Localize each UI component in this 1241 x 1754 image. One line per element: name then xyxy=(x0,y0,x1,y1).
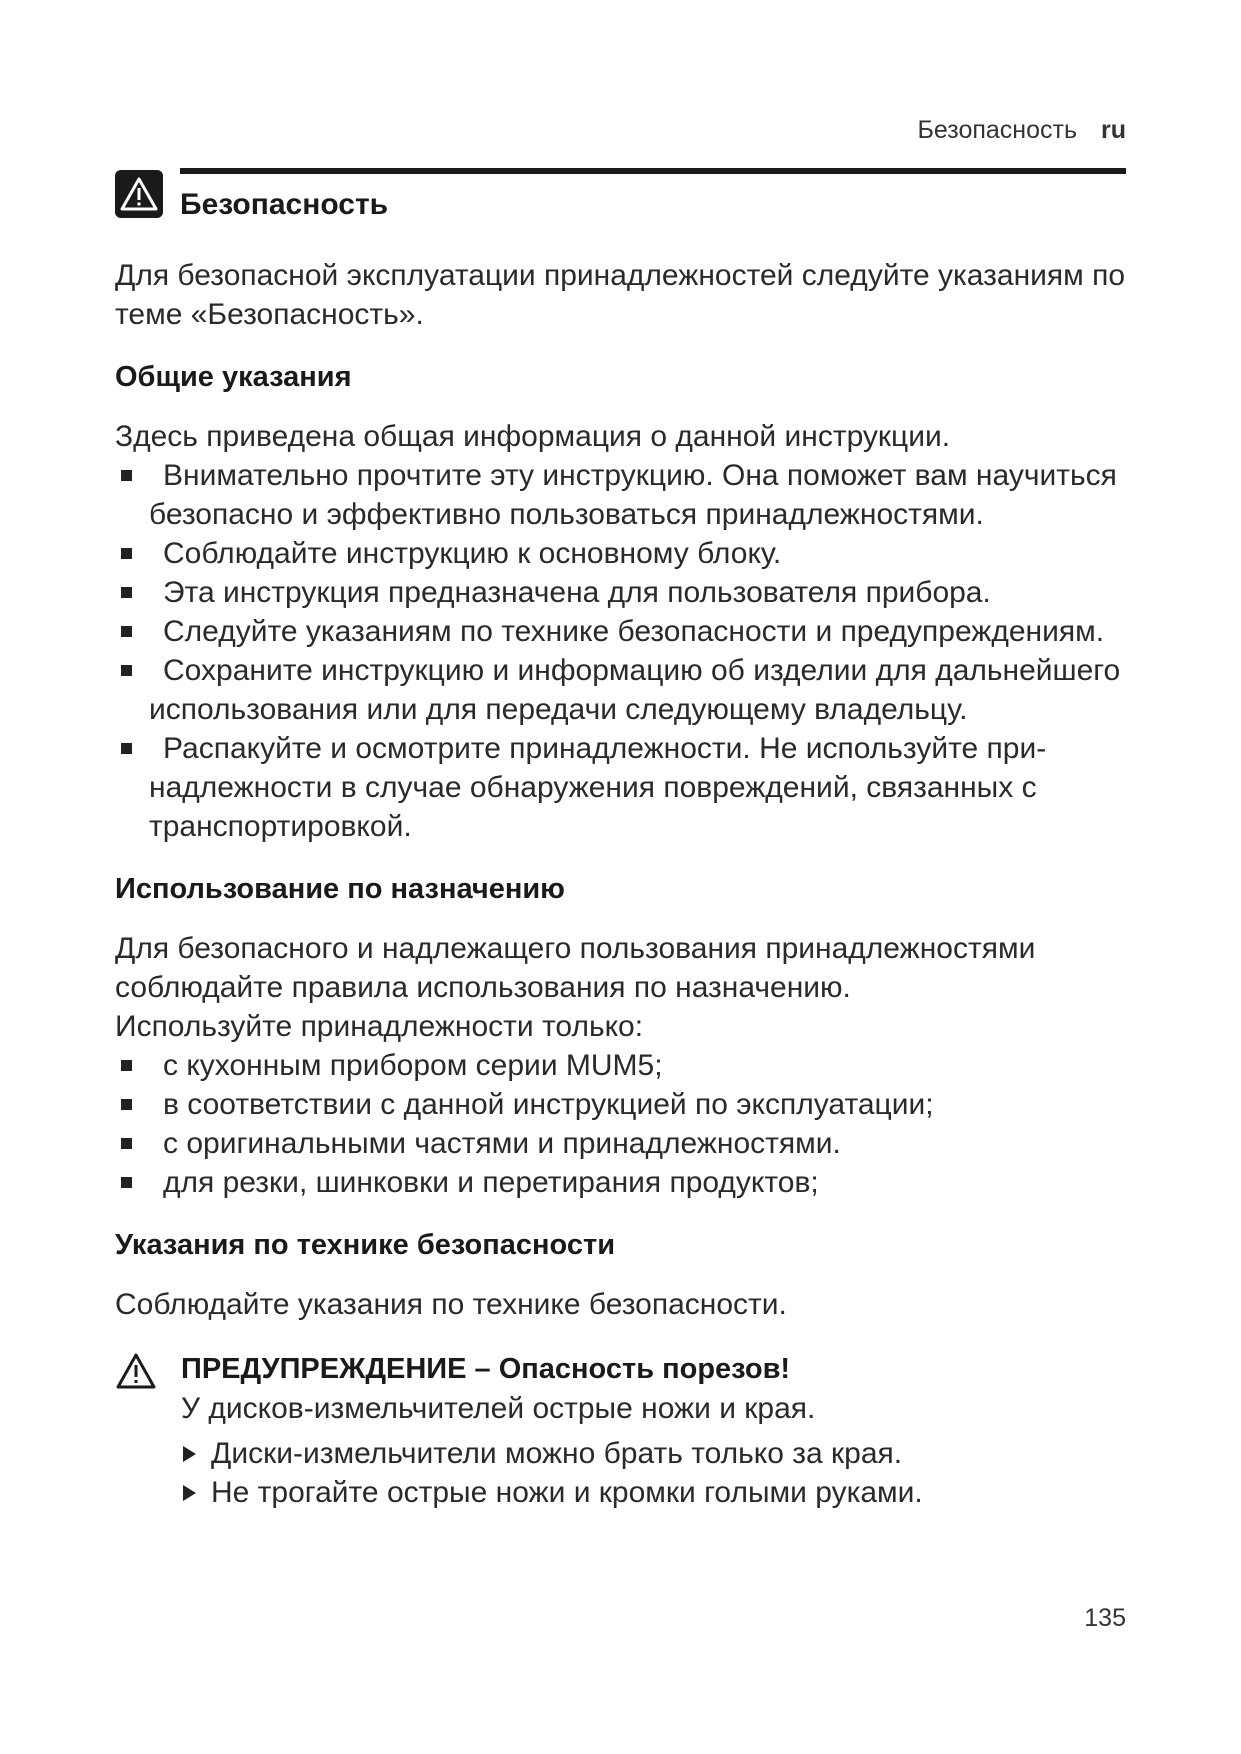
section-rule xyxy=(180,168,1126,174)
page-content xyxy=(115,256,1126,1512)
header-language-code: ru xyxy=(1101,116,1126,144)
arrow-bullet-icon xyxy=(183,1446,196,1462)
square-bullet-icon xyxy=(121,548,132,559)
running-header xyxy=(918,116,1126,145)
section-intro: Для безопасной эксплуатации принадлежностей следуйте указаниям по теме «Безопасность». xyxy=(115,259,1126,331)
warning-title: ПРЕДУПРЕЖДЕНИЕ – Опасность порезов! xyxy=(181,1353,791,1385)
square-bullet-icon xyxy=(121,1138,132,1149)
section-title: Безопасность xyxy=(180,188,389,221)
list-item: Следуйте указаниям по технике безопасности и предупреждениям. xyxy=(115,612,1126,651)
list-item: Распакуйте и осмотрите принадлежности. Не используйте принадлежности в случае обнаружения повреждений, связанных с транспортировкой. xyxy=(115,729,1126,846)
intended-use-heading: Использование по назначению xyxy=(115,873,565,905)
list-item: Не трогайте острые ножи и кромки голыми руками. xyxy=(181,1473,1126,1512)
warning-steps xyxy=(181,1434,1126,1512)
intended-use-lead: Для безопасного и надлежащего пользования принадлежностями соблюдайте правила использования по назначению. xyxy=(115,932,1036,1004)
square-bullet-icon xyxy=(121,587,132,598)
header-section-label: Безопасность xyxy=(917,116,1077,144)
arrow-bullet-icon xyxy=(183,1485,196,1501)
page-number: 135 xyxy=(1084,1604,1126,1632)
list-item: с кухонным прибором серии MUM5; xyxy=(115,1046,1126,1085)
warning-triangle-icon xyxy=(115,170,163,218)
list-item: Эта инструкция предназначена для пользователя прибора. xyxy=(115,573,1126,612)
square-bullet-icon xyxy=(121,743,132,754)
square-bullet-icon xyxy=(121,665,132,676)
list-item: Внимательно прочтите эту инструкцию. Она поможет вам научиться безопасно и эффективно пользоваться принадлежностями. xyxy=(115,456,1126,534)
warning-text: У дисков-измельчителей острые ножи и края. xyxy=(181,1392,816,1425)
list-item: Диски-измельчители можно брать только за края. xyxy=(181,1434,1126,1473)
list-item: в соответствии с данной инструкцией по эксплуатации; xyxy=(115,1085,1126,1124)
warning-block xyxy=(115,1350,1126,1512)
general-lead: Здесь приведена общая информация о данной инструкции. xyxy=(115,420,951,453)
general-heading: Общие указания xyxy=(115,361,352,393)
general-list xyxy=(115,456,1126,846)
square-bullet-icon xyxy=(121,626,132,637)
square-bullet-icon xyxy=(121,1177,132,1188)
square-bullet-icon xyxy=(121,1060,132,1071)
list-item: Сохраните инструкцию и информацию об изделии для дальнейшего использования или для передачи следующему владельцу. xyxy=(115,651,1126,729)
warning-triangle-icon xyxy=(115,1352,157,1390)
square-bullet-icon xyxy=(121,1099,132,1110)
intended-use-lead2: Используйте принадлежности только: xyxy=(115,1010,644,1043)
list-item: с оригинальными частями и принадлежностями. xyxy=(115,1124,1126,1163)
square-bullet-icon xyxy=(121,470,132,481)
safety-heading: Указания по технике безопасности xyxy=(115,1229,616,1261)
intended-use-list xyxy=(115,1046,1126,1202)
list-item: Соблюдайте инструкцию к основному блоку. xyxy=(115,534,1126,573)
list-item: для резки, шинковки и перетирания продуктов; xyxy=(115,1163,1126,1202)
safety-lead: Соблюдайте указания по технике безопасности. xyxy=(115,1288,787,1321)
